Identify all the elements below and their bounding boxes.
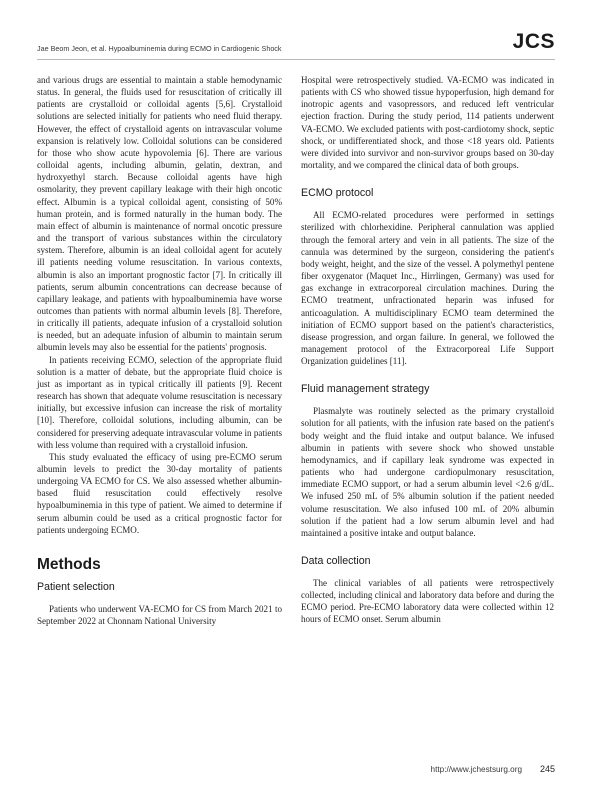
body-paragraph: Plasmalyte was routinely selected as the primary crystalloid solution for all patients, with the infusion rate based on the patient's body weight and the fluid intake and output balance. We infused albumin in patients with severe shock who showed unstable hemodynamics, and if capillary leak syndrome was expected in patients who had undergone cardiopulmonary resuscitation, immediate ECMO support, or had a serum albumin level <2.6 g/dL. We infused 250 mL of 5% albumin solution if the patient needed volume resuscitation. We also infused 100 mL of 20% albumin solution if the patient had a low serum albumin level and had maintained a positive intake and output balance. <box>301 406 554 538</box>
page-number: 245 <box>539 764 555 774</box>
subsection-title-patient-selection: Patient selection <box>37 580 115 593</box>
section-title-methods: Methods <box>37 555 101 573</box>
journal-url: http://www.jchestsurg.org <box>430 765 522 774</box>
left-column <box>37 74 282 627</box>
right-column <box>301 74 554 626</box>
subsection-title-fluid-management: Fluid management strategy <box>301 383 430 396</box>
running-title: Jae Beom Jeon, et al. Hypoalbuminemia during ECMO in Cardiogenic Shock <box>37 44 282 53</box>
body-paragraph: and various drugs are essential to maintain a stable hemodynamic status. In general, the fluids used for resuscitation of critically ill patients are crystalloid or colloidal agents [5,6]. Crystalloid solutions are selected initially for patients who need fluid therapy. However, the effect of crystalloid agents on intravascular volume expansion is relatively low. Colloidal solutions can be considered for those who show acute hypovolemia [6]. There are various colloidal agents, including albumin, gelatin, dextran, and hydroxyethyl starch. Because colloidal agents have high osmolarity, they prevent capillary leakage with their high oncotic effect. Albumin is a typical colloidal agent, consisting of 50% human protein, and is formed naturally in the human body. The main effect of albumin is maintenance of normal oncotic pressure and the transport of various substances within the circulatory system. Therefore, albumin is an ideal colloidal agent for acutely ill patients needing volume resuscitation. In various contexts, albumin is also an important prognostic factor [7]. In critically ill patients, serum albumin concentrations can decrease because of capillary leakage, and patients with hypoalbuminemia have worse outcomes than patients with normal albumin levels [8]. Therefore, in critically ill patients, adequate infusion of a crystalloid solution is needed, but an adequate infusion of albumin to maintain serum albumin levels may also be essential for the patients' prognosis. <box>37 75 282 353</box>
body-paragraph: Hospital were retrospectively studied. VA-ECMO was indicated in patients with CS who showed tissue hypoperfusion, high demand for inotropic agents and vasopressors, and reduced left ventricular ejection fraction. During the study period, 114 patients underwent VA-ECMO. We excluded patients with post-cardiotomy shock, septic shock, or undifferentiated shock, and those <18 years old. Patients were divided into survivor and non-survivor groups based on 30-day mortality, and we compared the clinical data of both groups. <box>301 75 554 171</box>
body-paragraph: This study evaluated the efficacy of using pre-ECMO serum albumin levels to predict the 30-day mortality of patients undergoing VA ECMO for CS. We also assessed whether albumin-based fluid resuscitation could effectively resolve hypoalbuminemia in this type of patient. We aimed to determine if serum albumin could be used as a critical prognostic factor for patients undergoing ECMO. <box>37 451 282 535</box>
subsection-title-ecmo-protocol: ECMO protocol <box>301 187 374 200</box>
header-divider <box>37 59 555 60</box>
subsection-title-data-collection: Data collection <box>301 555 371 567</box>
body-paragraph: All ECMO-related procedures were performed in settings sterilized with chlorhexidine. Peripheral cannulation was applied through the femoral artery and vein in all patients. The size of the cannula was determined by the surgeon, considering the patient's body weight, height, and the size of the vessel. A polymethyl pentene fiber oxygenator (Maquet Inc., Hirrlingen, Germany) was used for gas exchange in extracorporeal circulation machines. During the ECMO treatment, unfractionated heparin was infused for anticoagulation. A multidisciplinary ECMO team determined the initiation of ECMO support based on the patient's characteristics, disease progression, and organ failure. In general, we followed the management protocol of the Extracorporeal Life Support Organization guidelines [11]. <box>301 210 554 367</box>
journal-logo: JCS <box>512 30 555 53</box>
body-paragraph: Patients who underwent VA-ECMO for CS from March 2021 to September 2022 at Chonnam National University <box>37 603 282 627</box>
body-paragraph: The clinical variables of all patients were retrospectively collected, including clinical and laboratory data before and during the ECMO period. Pre-ECMO laboratory data were collected within 12 hours of ECMO onset. Serum albumin <box>301 578 554 625</box>
body-paragraph: In patients receiving ECMO, selection of the appropriate fluid solution is a matter of debate, but the appropriate fluid choice is just as important as in typical critically ill patients [9]. Recent research has shown that adequate volume resuscitation is necessary initially, but excessive infusion can increase the risk of mortality [10]. Therefore, colloidal solutions, including albumin, can be considered for preserving adequate intravascular volume in patients with less volume than required with a crystalloid infusion. <box>37 354 282 450</box>
